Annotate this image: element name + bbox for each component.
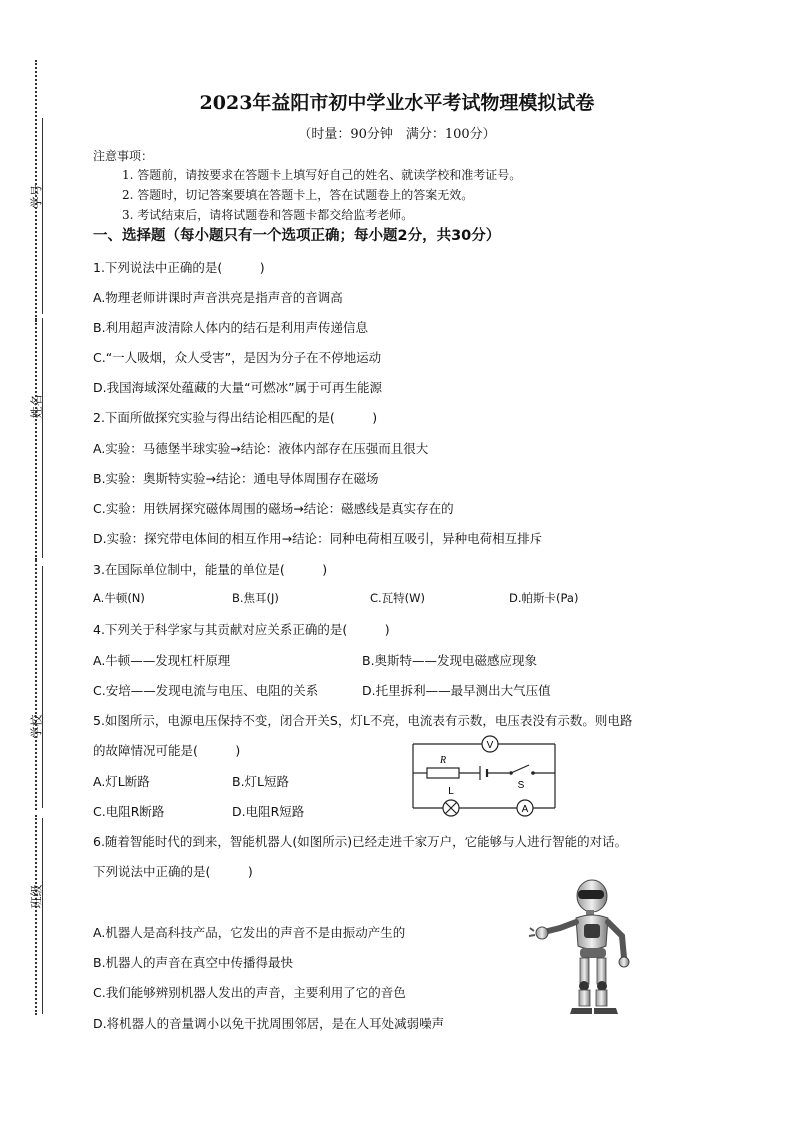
question-1-stem: 1.下列说法中正确的是( ) [93,260,265,275]
resistor-letter: R [439,755,447,766]
question-6-stem-continued: 下列说法中正确的是( ) [93,864,253,879]
binding-margin [0,0,60,1123]
voltmeter-letter: V [486,740,494,751]
question-2-option-d: D.实验：探究带电体间的相互作用→结论：同种电荷相互吸引，异种电荷相互排斥 [93,531,543,546]
question-2-option-c: C.实验：用铁屑探究磁体周围的磁场→结论：磁感线是真实存在的 [93,501,454,516]
lamp-symbol [443,800,459,816]
school-label: 学校 [29,714,44,739]
exam-title: 2023年益阳市初中学业水平考试物理模拟试卷 [199,92,595,114]
note-item: 3. 考试结束后，请将试题卷和答题卡都交给监考老师。 [122,208,414,222]
question-6-option-d: D.将机器人的音量调小以免干扰周围邻居，是在人耳处减弱噪声 [93,1016,445,1031]
question-3-stem: 3.在国际单位制中，能量的单位是( ) [93,562,328,577]
question-5-stem-continued: 的故障情况可能是( ) [93,743,241,758]
question-5-option-c: C.电阻R断路 [93,804,165,819]
question-4-option-d: D.托里拆利——最早测出大气压值 [362,683,551,698]
battery-symbol [480,766,487,780]
seal-solid-line [42,566,43,808]
question-3-option-d: D.帕斯卡(Pa) [509,591,579,605]
question-1-option-a: A.物理老师讲课时声音洪亮是指声音的音调高 [93,290,343,305]
resistor-symbol [427,768,459,778]
question-1-option-b: B.利用超声波清除人体内的结石是利用声传递信息 [93,320,369,335]
question-4-stem: 4.下列关于科学家与其贡献对应关系正确的是( ) [93,622,390,637]
name-label: 姓名 [29,394,44,419]
question-5-option-b: B.灯L短路 [232,774,290,789]
section-title: 一、选择题（每小题只有一个选项正确；每小题2分，共30分） [93,228,501,244]
seal-solid-line [42,318,43,558]
notes-heading: 注意事项： [93,149,154,163]
question-4-option-c: C.安培——发现电流与电压、电阻的关系 [93,683,319,698]
note-item: 2. 答题时，切记答案要填在答题卡上，答在试题卷上的答案无效。 [122,188,474,202]
seal-solid-line [42,118,43,314]
question-2-option-a: A.实验：马德堡半球实验→结论：液体内部存在压强而且很大 [93,441,429,456]
question-3-option-b: B.焦耳(J) [232,591,279,605]
student-id-label: 学号 [29,184,44,209]
seal-dotted-line [35,320,37,560]
exam-subtitle: （时量：90分钟 满分：100分） [298,127,496,142]
seal-dotted-line [35,815,37,1015]
question-1-option-c: C.“一人吸烟，众人受害”，是因为分子在不停地运动 [93,350,382,365]
question-1-option-d: D.我国海域深处蕴藏的大量“可燃冰”属于可再生能源 [93,380,383,395]
lamp-letter: L [448,786,454,797]
seal-solid-line [42,818,43,1014]
switch-symbol [509,765,535,775]
question-5-option-d: D.电阻R短路 [232,804,305,819]
question-6-option-c: C.我们能够辨别机器人发出的声音，主要利用了它的音色 [93,985,406,1000]
ammeter-letter: A [521,804,529,815]
class-label: 班级 [29,884,44,909]
question-6-option-a: A.机器人是高科技产品，它发出的声音不是由振动产生的 [93,925,406,940]
note-item: 1. 答题前，请按要求在答题卡上填写好自己的姓名、就读学校和准考证号。 [122,168,522,182]
question-4-option-b: B.奥斯特——发现电磁感应现象 [362,653,538,668]
robot-illustration [526,876,638,1016]
circuit-diagram [405,732,565,822]
seal-dotted-line [35,560,37,810]
question-3-option-c: C.瓦特(W) [370,591,426,605]
question-6-option-b: B.机器人的声音在真空中传播得最快 [93,955,294,970]
question-2-stem: 2.下面所做探究实验与得出结论相匹配的是( ) [93,410,378,425]
question-5-option-a: A.灯L断路 [93,774,150,789]
switch-letter: S [517,780,525,791]
question-6-stem: 6.随着智能时代的到来，智能机器人(如图所示)已经走进千家万户，它能够与人进行智能的对话。 [93,834,628,849]
question-4-option-a: A.牛顿——发现杠杆原理 [93,653,231,668]
question-2-option-b: B.实验：奥斯特实验→结论：通电导体周围存在磁场 [93,471,379,486]
question-5-stem: 5.如图所示，电源电压保持不变，闭合开关S，灯L不亮，电流表有示数，电压表没有示数。则电路 [93,713,633,728]
question-3-option-a: A.牛顿(N) [93,591,145,605]
